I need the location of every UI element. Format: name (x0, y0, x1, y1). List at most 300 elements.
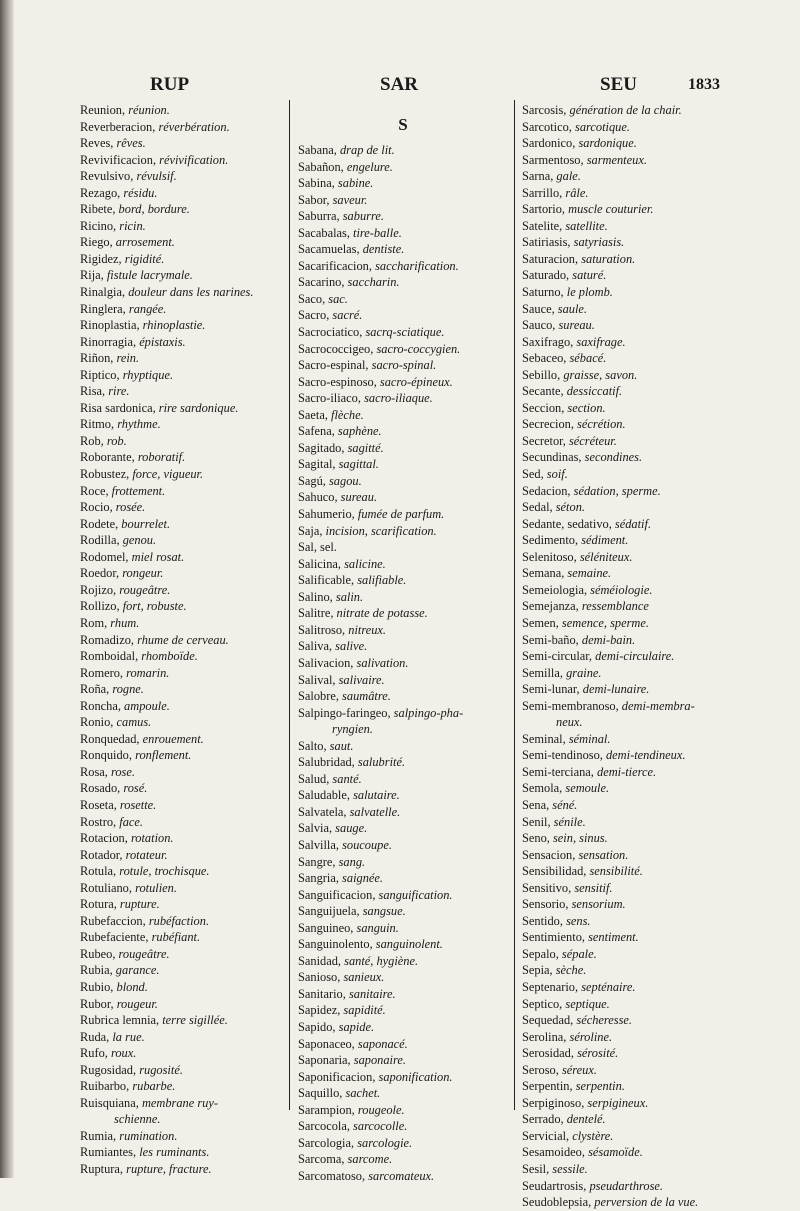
entry-translation: rêves. (116, 136, 146, 151)
entry-headword: Roncha, (80, 698, 125, 713)
entry-headword: Romadizo, (80, 632, 138, 647)
dictionary-entry (522, 847, 740, 864)
dictionary-entry (80, 698, 286, 715)
entry-translation: salutaire. (353, 788, 400, 803)
entry-headword: Sesamoideo, (522, 1145, 589, 1160)
entry-headword: Reverberacion, (80, 119, 159, 134)
entry-translation: sérosité. (577, 1046, 619, 1061)
entry-translation: salvatelle. (349, 804, 401, 819)
dictionary-entry (522, 267, 740, 284)
entry-translation: genou. (122, 533, 157, 548)
entry-headword: Ruibarbo, (80, 1079, 133, 1094)
entry-translation: rire sardonique. (158, 400, 239, 415)
dictionary-entry (298, 523, 508, 540)
dictionary-entry (80, 648, 286, 665)
entry-headword: Ruptura, (80, 1162, 127, 1176)
entry-headword: Sedal, (522, 500, 556, 515)
dictionary-entry (80, 1144, 286, 1161)
entry-headword: Semi-lunar, (522, 682, 583, 697)
entry-headword: Rubefaciente, (80, 930, 152, 945)
entry-translation: sureau. (340, 490, 378, 505)
dictionary-entry (298, 854, 508, 871)
entry-translation: rugosité. (139, 1062, 183, 1077)
entry-translation: rougeâtre. (118, 946, 170, 961)
dictionary-entry (522, 400, 740, 417)
entry-headword: Sarmentoso, (522, 152, 587, 167)
dictionary-entry (522, 1045, 740, 1062)
entry-translation: soucoupe. (342, 837, 392, 852)
entry-translation: rose. (110, 764, 135, 779)
dictionary-entry (298, 324, 508, 341)
dictionary-entry (298, 489, 508, 506)
entry-translation: sèche. (555, 963, 587, 978)
entry-headword: Seudartrosis, (522, 1178, 590, 1193)
entry-headword: Sacro-espinoso, (298, 374, 380, 389)
dictionary-entry (80, 962, 286, 979)
entry-translation: rougeâtre. (119, 582, 171, 597)
entry-translation: drap de lit. (339, 143, 395, 157)
entry-translation: sécheresse. (576, 1013, 632, 1028)
entry-translation: rupture. (119, 897, 160, 912)
entry-translation: saut. (329, 738, 354, 753)
dictionary-entry (298, 1135, 508, 1152)
dictionary-entry (298, 655, 508, 672)
header-left-guide-word: RUP (150, 74, 190, 95)
entry-translation: sensibilité. (589, 864, 643, 879)
entry-headword: Salitre, (298, 606, 337, 621)
dictionary-entry (298, 208, 508, 225)
dictionary-entry (80, 1029, 286, 1046)
entry-headword: Sesil, (522, 1162, 553, 1176)
dictionary-entry (522, 516, 740, 533)
dictionary-entry (80, 201, 286, 218)
dictionary-entry (80, 416, 286, 433)
dictionary-entry (298, 969, 508, 986)
dictionary-entry (80, 946, 286, 963)
dictionary-entry (80, 615, 286, 632)
entry-headword: Sedimento, (522, 533, 582, 548)
dictionary-entry (298, 274, 508, 291)
entry-headword: Sanguinolento, (298, 937, 376, 952)
entry-headword: Riñon, (80, 351, 117, 366)
dictionary-entry (298, 291, 508, 308)
entry-translation: résidu. (123, 185, 158, 200)
entry-translation: sanguification. (378, 887, 453, 902)
entry-translation: ricin. (119, 218, 146, 233)
entry-headword: Roborante, (80, 450, 138, 465)
entry-translation: révivification. (159, 152, 229, 167)
entry-translation: douleur dans les narines. (128, 285, 254, 300)
dictionary-entry (522, 615, 740, 632)
entry-headword: Sena, (522, 797, 553, 812)
dictionary-entry (80, 334, 286, 351)
entry-headword: Rubio, (80, 979, 117, 994)
dictionary-entry (298, 539, 508, 556)
column-divider-2 (514, 100, 515, 1110)
dictionary-entry (522, 1194, 740, 1211)
dictionary-entry (298, 1036, 508, 1053)
dictionary-entry (298, 423, 508, 440)
entry-translation: salubrité. (357, 755, 406, 770)
dictionary-entry (80, 1111, 286, 1128)
entry-headword: Sepia, (522, 963, 556, 978)
entry-headword: Septico, (522, 996, 566, 1011)
dictionary-entry (522, 764, 740, 781)
entry-headword: Sarcomatoso, (298, 1168, 369, 1183)
entry-headword: Ribete, (80, 202, 119, 217)
dictionary-entry (298, 506, 508, 523)
dictionary-entry (80, 119, 286, 136)
entry-translation: sangsue. (362, 904, 406, 919)
dictionary-entry (522, 863, 740, 880)
entry-translation: sardonique. (578, 136, 637, 151)
entry-headword: Revivificacion, (80, 152, 160, 167)
entry-headword: Salino, (298, 589, 336, 604)
entry-translation: salin. (335, 589, 364, 604)
entry-headword: Saxifrago, (522, 334, 577, 349)
entry-headword: Ritmo, (80, 417, 118, 432)
entry-translation: frottement. (111, 483, 166, 498)
dictionary-entry (80, 681, 286, 698)
entry-translation: sapide. (338, 1019, 375, 1034)
entry-translation: sacro-spinal. (371, 358, 437, 373)
entry-headword: Sanitario, (298, 986, 349, 1001)
entry-translation: rongeur. (122, 566, 164, 581)
entry-headword: Sebaceo, (522, 351, 570, 366)
dictionary-entry (80, 1045, 286, 1062)
dictionary-entry (522, 681, 740, 698)
dictionary-entry (80, 747, 286, 764)
entry-headword: Sagital, (298, 457, 339, 472)
entry-headword: Selenitoso, (522, 549, 580, 564)
entry-translation: salive. (335, 639, 368, 654)
entry-translation: sensorium. (571, 897, 626, 912)
dictionary-entry (80, 383, 286, 400)
entry-headword: Sepalo, (522, 946, 562, 961)
dictionary-entry (522, 549, 740, 566)
entry-translation: sanieux. (343, 970, 385, 985)
dictionary-entry (522, 350, 740, 367)
entry-translation: roboratif. (137, 450, 186, 465)
dictionary-entry (298, 341, 508, 358)
entry-headword: Sabina, (298, 176, 338, 191)
entry-translation: rupture, fracture. (126, 1162, 212, 1176)
dictionary-entry (522, 499, 740, 516)
entry-headword: Sabor, (298, 192, 333, 207)
dictionary-entry (298, 787, 508, 804)
dictionary-entry (298, 870, 508, 887)
entry-headword: Salubridad, (298, 755, 358, 770)
entry-headword: Robustez, (80, 467, 133, 482)
entry-translation: dentiste. (362, 242, 405, 257)
dictionary-entry (298, 754, 508, 771)
entry-headword: Saturno, (522, 285, 567, 300)
entry-translation: rire. (108, 384, 130, 399)
entry-translation: salicine. (344, 556, 386, 571)
dictionary-entry (298, 473, 508, 490)
entry-translation: sens. (566, 913, 591, 928)
entry-headword: Semilla, (522, 665, 567, 680)
dictionary-entry (80, 880, 286, 897)
entry-headword: Rollizo, (80, 599, 123, 614)
dictionary-entry (522, 135, 740, 152)
entry-translation: séméiologie. (590, 582, 653, 597)
entry-headword: Rosa, (80, 764, 111, 779)
entry-translation: fumée de parfum. (357, 507, 445, 522)
entry-translation: saponacé. (357, 1036, 408, 1051)
entry-translation: saturation. (581, 251, 636, 266)
entry-headword: Ringlera, (80, 301, 129, 316)
entry-translation: sentiment. (588, 930, 639, 945)
entry-translation: saburre. (342, 209, 384, 224)
dictionary-entry (80, 449, 286, 466)
entry-headword: Serpentin, (522, 1079, 576, 1094)
entry-translation: sédation, sperme. (573, 483, 661, 498)
entry-translation: salivation. (356, 655, 409, 670)
entry-translation: réunion. (128, 103, 170, 117)
entry-translation: rotateur. (125, 847, 168, 862)
entry-headword: Seroso, (522, 1062, 562, 1077)
entry-translation: rubéfiant. (151, 930, 201, 945)
entry-translation: la rue. (112, 1029, 145, 1044)
entry-headword: Sanguificacion, (298, 887, 379, 902)
entry-translation: épistaxis. (139, 334, 186, 349)
dictionary-entry (80, 1078, 286, 1095)
entry-headword: Salpingo-faringeo, (298, 705, 394, 720)
entry-headword: Salud, (298, 771, 333, 786)
entry-headword: Salivacion, (298, 655, 357, 670)
dictionary-entry (80, 1161, 286, 1178)
entry-translation: sarcologie. (357, 1135, 413, 1150)
entry-headword: Risa, (80, 384, 109, 399)
entry-translation: satyriasis. (573, 235, 625, 250)
entry-translation: sein, sinus. (552, 831, 608, 846)
dictionary-entry (522, 1078, 740, 1095)
entry-headword: Roce, (80, 483, 112, 498)
entry-headword: Secretor, (522, 433, 569, 448)
entry-translation: rosée. (115, 500, 146, 515)
dictionary-entry (298, 953, 508, 970)
dictionary-column-3 (522, 102, 740, 1211)
dictionary-entry (298, 1102, 508, 1119)
dictionary-entry (522, 962, 740, 979)
dictionary-entry (298, 920, 508, 937)
entry-headword: Sentido, (522, 913, 567, 928)
entry-translation: rumination. (119, 1128, 178, 1143)
entry-translation: schienne. (114, 1112, 161, 1127)
entry-translation: saturé. (572, 268, 607, 283)
entry-translation: graisse, savon. (563, 367, 638, 382)
entry-headword: Sedante, sedativo, (522, 516, 615, 531)
dictionary-entry (298, 837, 508, 854)
entry-headword: Sauce, (522, 301, 558, 316)
entry-headword: Rinoplastia, (80, 318, 143, 333)
entry-translation: serpentin. (575, 1079, 625, 1094)
entry-headword: Rodomel, (80, 549, 132, 564)
page-number: 1833 (688, 76, 720, 93)
entry-translation: sagittal. (338, 457, 379, 472)
entry-headword: Seminal, (522, 731, 569, 746)
dictionary-entry (298, 1052, 508, 1069)
dictionary-entry (298, 1118, 508, 1135)
dictionary-entry (80, 996, 286, 1013)
entry-headword: Saponaceo, (298, 1036, 358, 1051)
entry-translation: sénile. (553, 814, 586, 829)
entry-headword: Sarrillo, (522, 185, 566, 200)
entry-translation: séton. (555, 500, 585, 515)
entry-headword: Saja, (298, 523, 326, 538)
entry-headword: Rugosidad, (80, 1062, 140, 1077)
dictionary-entry (80, 929, 286, 946)
entry-translation: séléniteux. (579, 549, 633, 564)
entry-translation: sécrétion. (577, 417, 626, 432)
dictionary-entry (522, 367, 740, 384)
entry-translation: dessiccatif. (566, 384, 623, 399)
dictionary-entry (80, 218, 286, 235)
entry-headword: Salival, (298, 672, 339, 687)
dictionary-entry (522, 979, 740, 996)
dictionary-entry (522, 119, 740, 136)
entry-headword: Rubor, (80, 996, 117, 1011)
dictionary-entry (298, 622, 508, 639)
entry-headword: Risa sardonica, (80, 400, 159, 415)
entry-translation: demi-circulaire. (595, 649, 675, 664)
dictionary-entry (522, 433, 740, 450)
dictionary-entry (522, 251, 740, 268)
dictionary-column-1 (80, 102, 286, 1178)
entry-headword: Sardonico, (522, 136, 579, 151)
entry-translation: rubarbe. (132, 1079, 176, 1094)
entry-translation: les ruminants. (139, 1145, 210, 1160)
dictionary-entry (80, 896, 286, 913)
entry-translation: saponification. (378, 1069, 453, 1084)
entry-headword: Rija, (80, 268, 107, 283)
entry-translation: section. (567, 400, 606, 415)
dictionary-entry (80, 979, 286, 996)
entry-headword: Semeiologia, (522, 582, 591, 597)
entry-translation: perversion de la vue. (594, 1195, 699, 1210)
dictionary-entry (80, 582, 286, 599)
entry-headword: Sedacion, (522, 483, 574, 498)
entry-translation: bord, bordure. (118, 202, 190, 217)
entry-translation: ronflement. (135, 748, 192, 763)
entry-headword: Sarna, (522, 169, 557, 184)
dictionary-entry (298, 1002, 508, 1019)
entry-translation: sanguinolent. (375, 937, 443, 952)
entry-headword: Sapidez, (298, 1003, 344, 1018)
entry-translation: saule. (557, 301, 588, 316)
entry-headword: Sal, sel. (298, 540, 337, 555)
entry-translation: santé, hygiène. (344, 953, 419, 968)
entry-headword: Sabañon, (298, 159, 347, 174)
entry-headword: Rob, (80, 433, 107, 448)
entry-headword: Salvia, (298, 821, 336, 836)
entry-translation: rotulien. (135, 880, 177, 895)
dictionary-entry (522, 648, 740, 665)
dictionary-entry (522, 830, 740, 847)
dictionary-entry (522, 565, 740, 582)
dictionary-entry (522, 185, 740, 202)
dictionary-entry (522, 168, 740, 185)
dictionary-entry (522, 946, 740, 963)
dictionary-entry (298, 556, 508, 573)
dictionary-entry (298, 1069, 508, 1086)
entry-headword: Secante, (522, 384, 567, 399)
dictionary-entry (522, 896, 740, 913)
entry-translation: ampoule. (124, 698, 170, 713)
entry-headword: Sanguineo, (298, 920, 357, 935)
dictionary-entry (522, 1161, 740, 1178)
entry-headword: Sacro-espinal, (298, 358, 372, 373)
entry-translation: râle. (565, 185, 589, 200)
entry-translation: satellite. (565, 218, 608, 233)
dictionary-entry (298, 1151, 508, 1168)
dictionary-entry (80, 168, 286, 185)
entry-headword: Seno, (522, 831, 553, 846)
entry-headword: Sensibilidad, (522, 864, 590, 879)
dictionary-entry (522, 665, 740, 682)
entry-translation: graine. (566, 665, 602, 680)
entry-headword: Ronquido, (80, 748, 136, 763)
entry-headword: Sauco, (522, 318, 559, 333)
dictionary-entry (80, 731, 286, 748)
entry-translation: rob. (106, 433, 127, 448)
dictionary-entry (298, 572, 508, 589)
entry-translation: ressemblance (581, 599, 649, 614)
entry-translation: demi-tierce. (597, 764, 657, 779)
entry-headword: Senil, (522, 814, 554, 829)
entry-headword: Sed, (522, 467, 547, 482)
entry-translation: saccharin. (347, 275, 400, 290)
entry-translation: sarcome. (347, 1152, 393, 1167)
entry-translation: sarmenteux. (586, 152, 647, 167)
entry-headword: Saludable, (298, 788, 354, 803)
dictionary-entry (522, 449, 740, 466)
entry-headword: Salvilla, (298, 837, 343, 852)
dictionary-entry (80, 780, 286, 797)
entry-translation: sarcomateux. (368, 1168, 435, 1183)
entry-translation: sépale. (561, 946, 597, 961)
entry-translation: incision, scarification. (325, 523, 437, 538)
dictionary-entry (522, 632, 740, 649)
dictionary-entry (522, 814, 740, 831)
entry-headword: Sarcotico, (522, 119, 575, 134)
dictionary-entry (298, 225, 508, 242)
dictionary-entry (522, 301, 740, 318)
entry-headword: Rinalgia, (80, 285, 129, 300)
entry-headword: Sahuco, (298, 490, 341, 505)
entry-translation: rigidité. (124, 251, 165, 266)
entry-translation: séreux. (561, 1062, 597, 1077)
entry-translation: sensation. (578, 847, 629, 862)
entry-headword: Safena, (298, 424, 338, 439)
entry-headword: Sanguijuela, (298, 904, 363, 919)
entry-translation: fort, robuste. (122, 599, 187, 614)
dictionary-entry (522, 1012, 740, 1029)
dictionary-entry (298, 903, 508, 920)
entry-translation: demi-lunaire. (582, 682, 650, 697)
dictionary-entry (80, 466, 286, 483)
entry-headword: Semola, (522, 781, 566, 796)
entry-translation: sachet. (345, 1086, 381, 1101)
entry-headword: Servicial, (522, 1128, 573, 1143)
entry-translation: nitrate de potasse. (336, 606, 428, 621)
entry-headword: Sagitado, (298, 440, 348, 455)
dictionary-entry (298, 738, 508, 755)
entry-translation: sureau. (558, 318, 595, 333)
entry-translation: sarcotique. (575, 119, 630, 134)
entry-translation: sébacé. (569, 351, 607, 366)
